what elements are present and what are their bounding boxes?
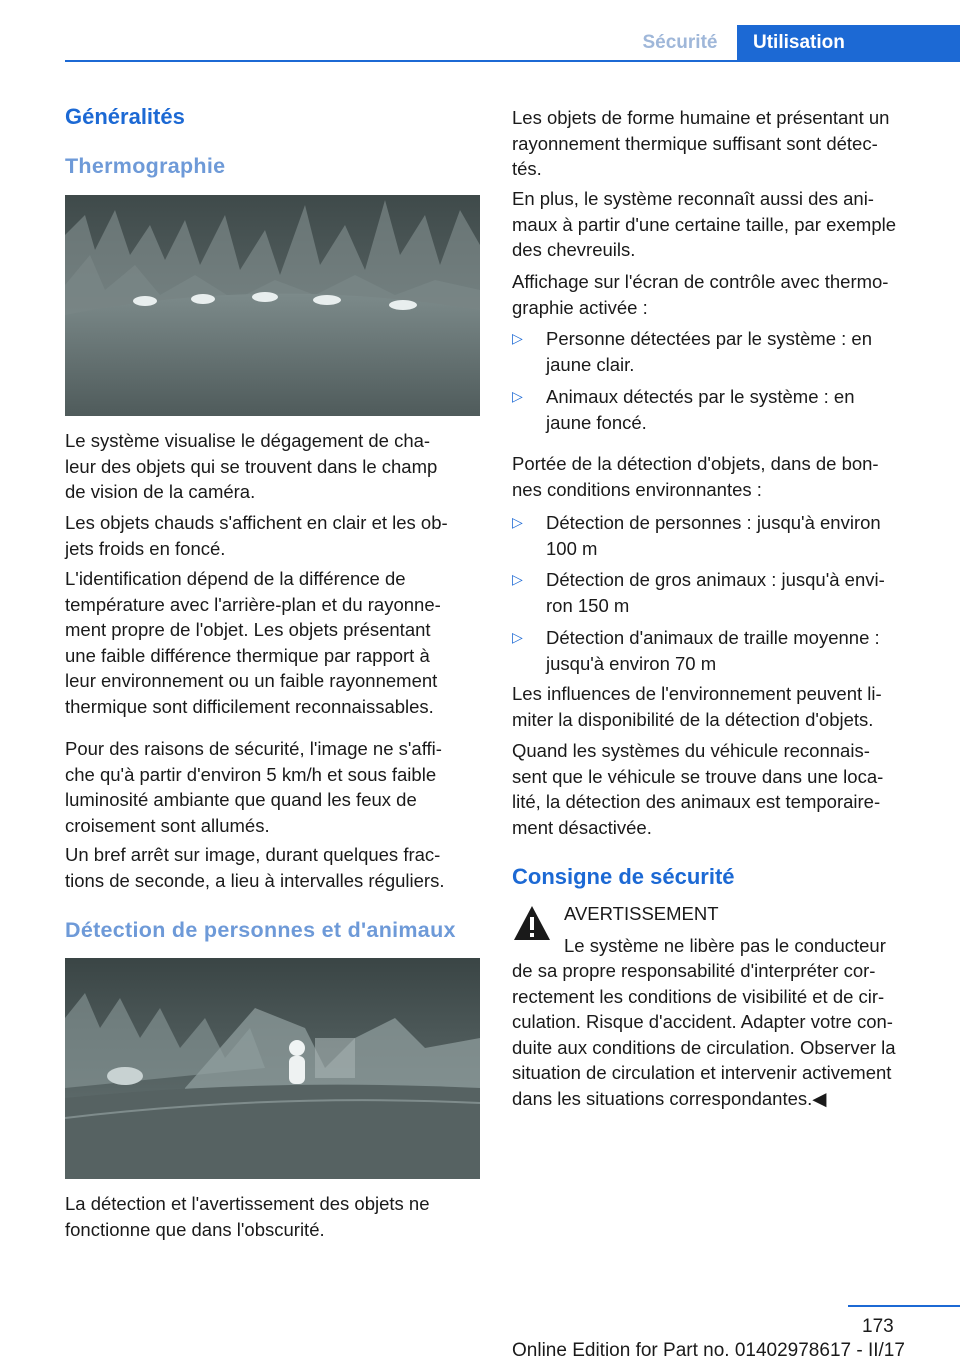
bullet-triangle-icon: ▷ (512, 514, 523, 530)
tab-utilisation[interactable]: Utilisation (737, 25, 960, 62)
footer-rule (848, 1305, 960, 1307)
bullet-triangle-icon: ▷ (512, 330, 523, 346)
subheading-detection: Détection de personnes et d'animaux (65, 918, 456, 942)
paragraph-image-freeze: Un bref arrêt sur image, durant quelques frac‐ tions de seconde, a lieu à intervalles réguliers. (65, 844, 445, 891)
header-rule (65, 60, 960, 62)
bullet-triangle-icon: ▷ (512, 629, 523, 645)
footer-edition: Online Edition for Part no. 01402978617 - II/17 (512, 1340, 905, 1361)
paragraph-identification: L'identification dépend de la différence de température avec l'arrière-plan et du rayonne‐ ment propre de l'objet. Les objets présentant une faible différence thermique par rapport à leur environnement ou un faible rayonnement thermique sont difficilement reconnaissables. (65, 568, 441, 717)
fig1-caption: Le système visualise le dégagement de cha‐ leur des objets qui se trouvent dans le champ de vision de la caméra. (65, 430, 438, 502)
warning-first-line: Le système ne libère pas le conducteur (564, 935, 886, 956)
paragraph-hot-cold: Les objets chauds s'affichent en clair et les ob‐ jets froids en foncé. (65, 512, 448, 559)
bullet-triangle-icon: ▷ (512, 571, 523, 587)
page-number: 173 (862, 1316, 894, 1337)
warning-text: de sa propre responsabilité d'interpréter cor‐ rectement les conditions de visibilité et de cir‐ culation. Risque d'accident. Adapter votre con‐ duite aux conditions de circulation. Observer la situation de circulation et intervenir activement dans les situations correspondantes.◀ (512, 960, 896, 1109)
section-title-safety: Consigne de sécurité (512, 864, 735, 889)
paragraph-human-detection: Les objets de forme humaine et présentant un rayonnement thermique suffisant sont détec‐ tés. (512, 107, 890, 179)
paragraph-display: Affichage sur l'écran de contrôle avec thermo‐ graphie activée : (512, 271, 889, 318)
paragraph-safety-speed: Pour des raisons de sécurité, l'image ne s'affi‐ che qu'à partir d'environ 5 km/h et sous faible luminosité ambiante que quand les feux de croisement sont allumés. (65, 738, 442, 836)
paragraph-animal-detection: En plus, le système reconnaît aussi des ani‐ maux à partir d'une certaine taille, par exemple des chevreuils. (512, 188, 897, 260)
thermal-image-animals (65, 195, 480, 416)
warning-triangle-icon (512, 903, 552, 943)
paragraph-range: Portée de la détection d'objets, dans de bon‐ nes conditions environnantes : (512, 453, 879, 500)
thermal-image-pedestrian (65, 958, 480, 1179)
subheading-thermographie: Thermographie (65, 154, 226, 178)
tab-securite[interactable]: Sécurité (642, 32, 718, 53)
warning-title: AVERTISSEMENT (564, 903, 719, 924)
paragraph-influences: Les influences de l'environnement peuvent li‐ miter la disponibilité de la détection d'objets. (512, 683, 882, 730)
paragraph-locality: Quand les systèmes du véhicule reconnais‐ sent que le véhicule se trouve dans une loca‐ lité, la détection des animaux est temporaire‐ ment désactivée. (512, 740, 884, 838)
fig2-caption: La détection et l'avertissement des objets ne fonctionne que dans l'obscurité. (65, 1193, 430, 1240)
bullet-triangle-icon: ▷ (512, 388, 523, 404)
section-title-generalites: Généralités (65, 104, 185, 129)
